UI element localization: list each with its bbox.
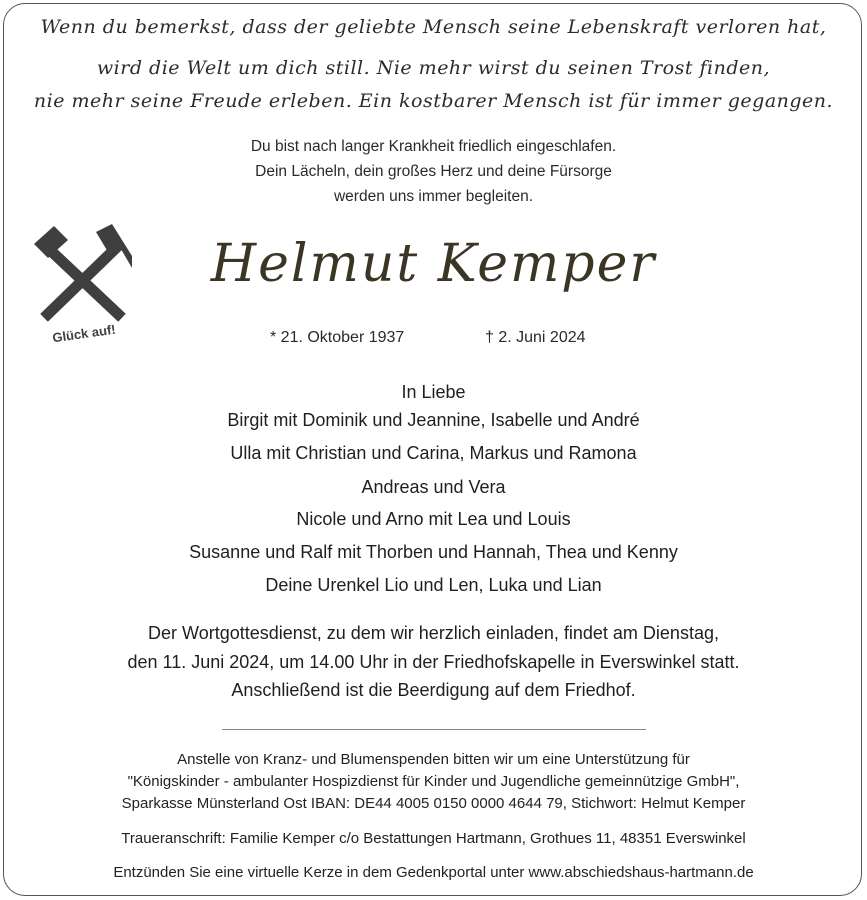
intro-line-1: Du bist nach langer Krankheit friedlich eingeschlafen. [250,138,617,155]
service-line-3: Anschließend ist die Beerdigung auf dem Friedhof. [231,680,636,700]
service-line-2: den 11. Juni 2024, um 14.00 Uhr in der Friedhofskapelle in Everswinkel statt. [127,652,740,672]
family-line-4: Andreas und Vera [361,477,506,497]
virtual-candle-note: Entzünden Sie eine virtuelle Kerze in dem Gedenkportal unter www.abschiedshaus-hartmann.de [113,864,754,881]
intro-line-2: Dein Lächeln, dein großes Herz und deine Fürsorge [255,163,612,180]
donation-line-1: Anstelle von Kranz- und Blumenspenden bitten wir um eine Unterstützung für [177,751,690,768]
family-line-7: Deine Urenkel Lio und Len, Luka und Lian [265,575,602,595]
intro-line-3: werden uns immer begleiten. [333,188,534,205]
family-line-1: In Liebe [401,382,466,402]
emblem-motto: Glück auf! [51,321,117,346]
family-line-2: Birgit mit Dominik und Jeannine, Isabelle und André [227,410,640,430]
mourning-address: Traueranschrift: Familie Kemper c/o Bestattungen Hartmann, Grothues 11, 48351 Everswinkel [121,830,746,847]
poem-line-1: Wenn du bemerkst, dass der geliebte Mensch seine Lebenskraft verloren hat, [40,16,827,38]
divider [222,729,646,730]
poem-line-2: wird die Welt um dich still. Nie mehr wirst du seinen Trost finden, [96,57,771,79]
family-line-6: Susanne und Ralf mit Thorben und Hannah, Thea und Kenny [189,542,678,562]
donation-line-3: Sparkasse Münsterland Ost IBAN: DE44 4005 0150 0000 4644 79, Stichwort: Helmut Kemper [121,795,746,812]
service-line-1: Der Wortgottesdienst, zu dem wir herzlich einladen, findet am Dienstag, [148,623,719,643]
donation-line-2: "Königskinder - ambulanter Hospizdienst für Kinder und Jugendliche gemeinnützige GmbH", [127,773,740,790]
birth-date: * 21. Oktober 1937 [270,329,405,346]
poem-line-3: nie mehr seine Freude erleben. Ein kostbarer Mensch ist für immer gegangen. [33,90,834,112]
deceased-name: Helmut Kemper [210,234,657,294]
family-line-3: Ulla mit Christian und Carina, Markus und Ramona [230,443,637,463]
death-date: † 2. Juni 2024 [485,329,586,346]
family-line-5: Nicole und Arno mit Lea und Louis [296,509,571,529]
